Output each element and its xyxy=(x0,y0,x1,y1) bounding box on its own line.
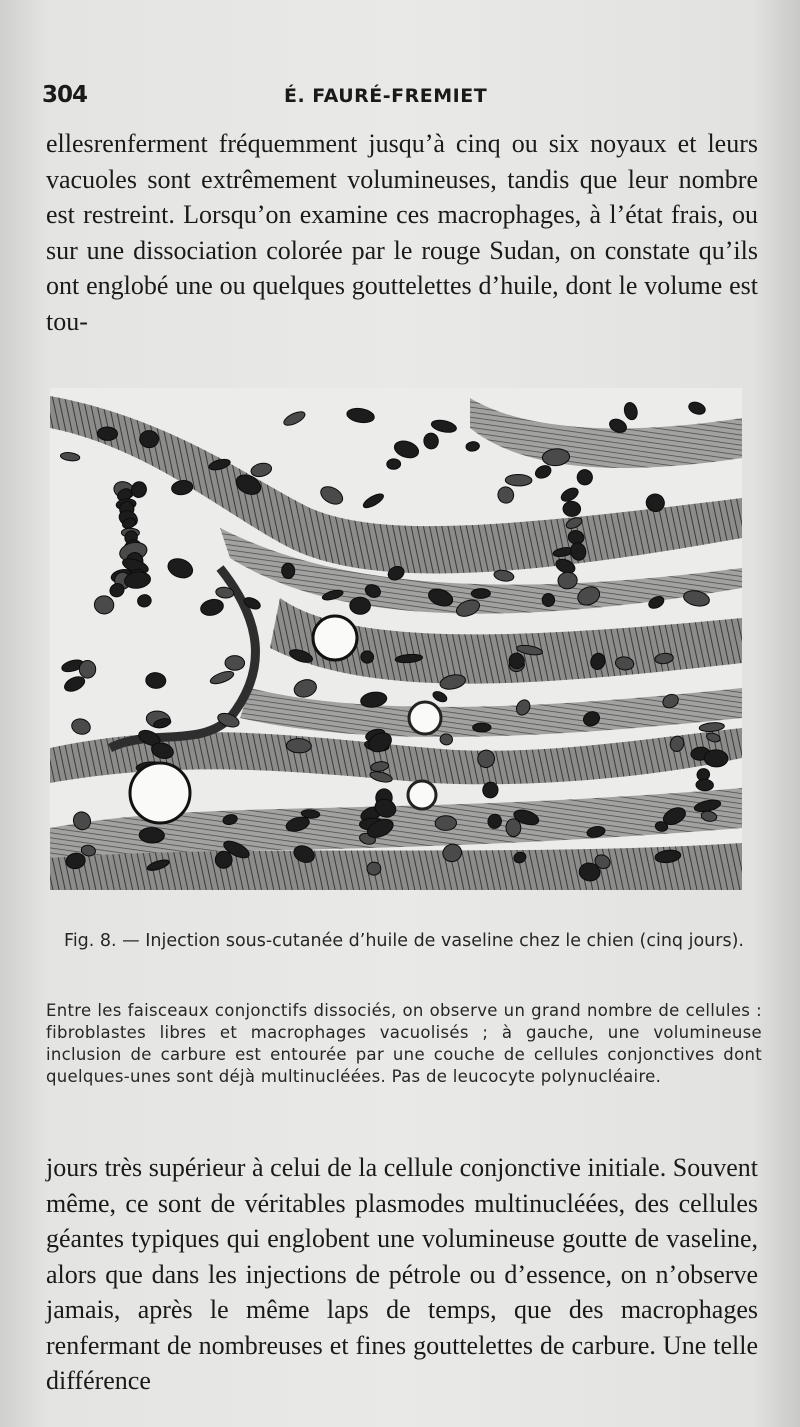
paragraph-text: ellesrenferment fréquemment jusqu’à cinq ou six noyaux et leurs vacuoles sont extrêmement volumineuses, tandis que leur nombre est restreint. Lorsqu’on examine ces macrophages, à l’état frais, ou sur une dissociation colorée par le rouge Sudan, on constate qu’ils ont englobé une ou quelques gouttelettes d’huile, dont le volume est tou- xyxy=(46,129,758,336)
cell-nucleus xyxy=(79,660,96,678)
paragraph-text: jours très supérieur à celui de la cellule conjonctive initiale. Souvent même, ce sont de véritables plasmodes multinucléées, des cellules géantes typiques qui englobent une volumineuse goutte de vaseline, alors que dans les injections de pétrole ou d’essence, on n’observe jamais, après le même laps de temps, que des macrophages renfermant de nombreuses et fines gouttelettes de carbure. Une telle différence xyxy=(46,1153,758,1395)
cell-nucleus xyxy=(286,738,311,753)
cell-nucleus xyxy=(505,474,532,486)
figure-caption-title xyxy=(46,928,762,955)
cell-nucleus xyxy=(542,593,555,607)
cell-nucleus xyxy=(281,563,295,579)
cell-nucleus xyxy=(696,779,714,791)
cell-nucleus xyxy=(387,459,401,470)
cell-nucleus xyxy=(704,749,728,767)
body-paragraph-top xyxy=(46,126,758,339)
cell-nucleus xyxy=(225,655,245,670)
figure-illustration xyxy=(50,388,742,890)
histology-drawing xyxy=(50,388,742,890)
cell-nucleus xyxy=(471,588,490,598)
cell-nucleus xyxy=(350,597,371,615)
caption-title-text: Fig. 8. — Injection sous-cutanée d’huile de vaseline chez le chien (cinq jours). xyxy=(64,931,744,951)
cell-nucleus xyxy=(435,816,457,831)
body-paragraph-bottom xyxy=(46,1150,758,1399)
cell-nucleus xyxy=(97,427,117,441)
page-header xyxy=(40,82,760,116)
cell-nucleus xyxy=(139,430,159,448)
figure-caption-description xyxy=(46,1000,762,1088)
cell-nucleus xyxy=(139,827,165,843)
page-number: 304 xyxy=(42,82,88,108)
running-head: É. FAURÉ-FREMIET xyxy=(284,85,488,107)
cell-nucleus xyxy=(473,723,492,732)
caption-body-text: Entre les faisceaux conjonctifs dissociés, on observe un grand nombre de cellules : fibroblastes libres et macrophages vacuolisés ; à gauche, une volumineuse inclusion de carbure est entourée par une couche de cellules conjonctives dont quelques-unes sont déjà multinucléées. Pas de leucocyte polynucléaire. xyxy=(46,1001,762,1086)
